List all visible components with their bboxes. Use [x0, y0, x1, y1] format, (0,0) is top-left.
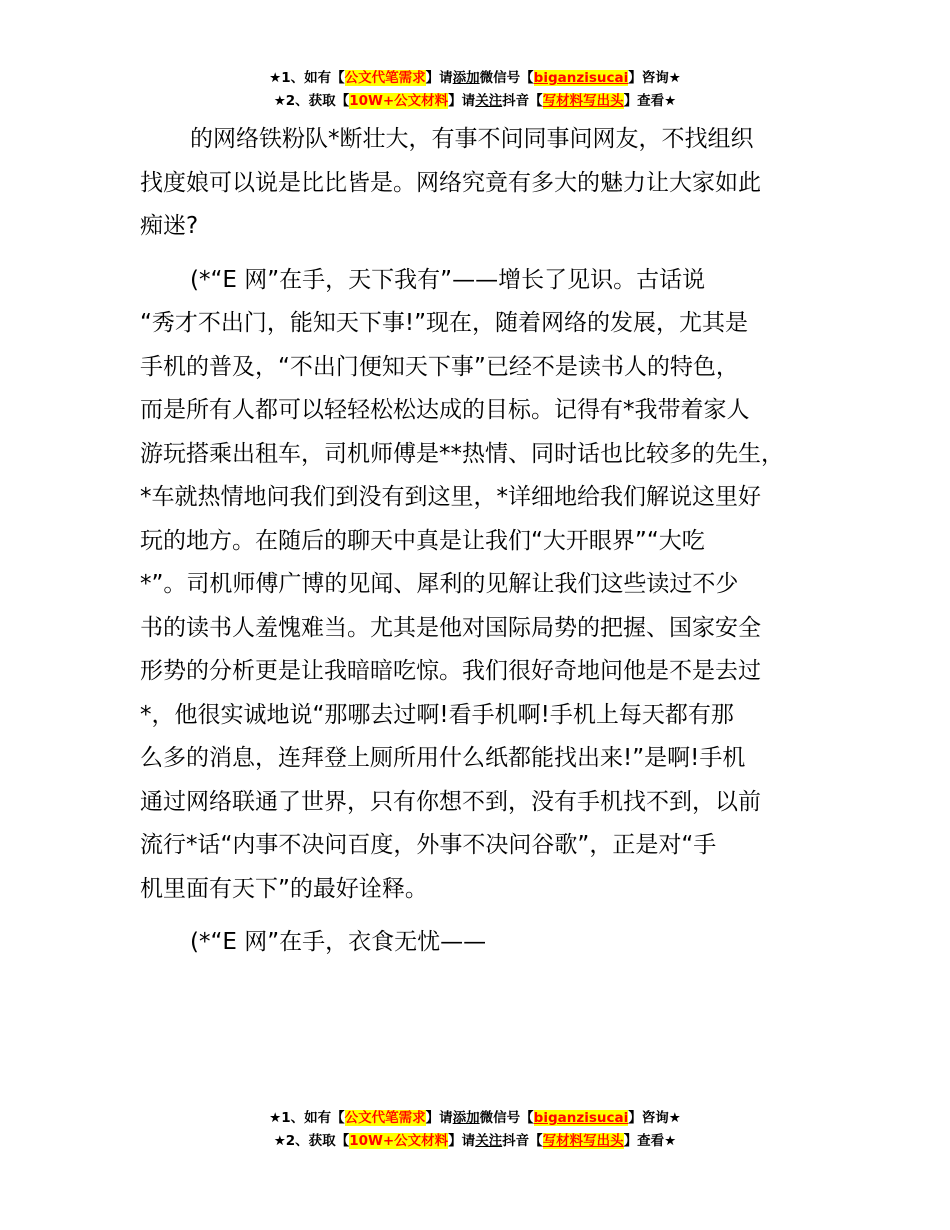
highlight-service: 公文代笔需求	[344, 70, 426, 86]
banner-text: ★2、获取【	[273, 1133, 350, 1149]
body-line: 玩的地方。在随后的聊天中真是让我们“大开眼界”“大吃	[140, 527, 705, 554]
header-banner	[0, 67, 950, 113]
body-line: 的网络铁粉队*断壮大，有事不问同事问网友，不找组织	[190, 126, 754, 152]
highlight-douyin-account: 写材料写出头	[542, 1133, 624, 1149]
body-line: 通过网络联通了世界，只有你想不到，没有手机找不到，以前	[140, 788, 761, 815]
banner-text: 抖音【	[502, 93, 543, 109]
banner-text-underlined: 关注	[475, 93, 503, 109]
body-line: 痴迷?	[140, 213, 199, 239]
highlight-materials: 10W+公文材料	[349, 1133, 449, 1149]
banner-text: 】查看★	[623, 1133, 677, 1149]
banner-text: 】请	[425, 1110, 453, 1126]
banner-text: 微信号【	[479, 1110, 534, 1126]
banner-text-underlined: 添加	[452, 70, 480, 86]
banner-text: ★2、获取【	[273, 93, 350, 109]
banner-text: 】查看★	[623, 93, 677, 109]
footer-banner	[0, 1107, 950, 1153]
body-line: 形势的分析更是让我暗暗吃惊。我们很好奇地问他是不是去过	[140, 658, 761, 684]
body-line: 流行*话“内事不决问百度，外事不决问谷歌”，正是对“手	[140, 832, 717, 858]
banner-text: ★1、如有【	[269, 70, 345, 86]
body-line: 而是所有人都可以轻轻松松达成的目标。记得有*我带着家人	[140, 397, 750, 423]
banner-text: 】咨询★	[628, 1110, 681, 1126]
body-line: *车就热情地问我们到没有到这里，*详细地给我们解说这里好	[140, 484, 761, 510]
body-line: 机里面有天下”的最好诠释。	[140, 875, 428, 902]
banner-text: 抖音【	[502, 1133, 543, 1149]
banner-text: 微信号【	[479, 70, 534, 86]
body-line: 游玩搭乘出租车，司机师傅是**热情、同时话也比较多的先生，	[140, 440, 784, 467]
body-line: (*“E 网”在手，天下我有”——增长了见识。古话说	[190, 266, 706, 293]
highlight-service: 公文代笔需求	[344, 1110, 426, 1126]
banner-text: 】咨询★	[628, 70, 681, 86]
body-line: 么多的消息，连拜登上厕所用什么纸都能找出来!”是啊!手机	[140, 745, 746, 771]
highlight-wechat-id: biganzisucai	[533, 70, 629, 86]
banner-line-1	[0, 67, 950, 90]
document-body	[140, 118, 840, 965]
banner-text-underlined: 关注	[475, 1133, 503, 1149]
body-line: 书的读书人羞愧难当。尤其是他对国际局势的把握、国家安全	[140, 614, 761, 641]
banner-text: 】请	[425, 70, 453, 86]
highlight-wechat-id: biganzisucai	[533, 1110, 629, 1126]
banner-text: 】请	[448, 93, 476, 109]
banner-line-1	[0, 1107, 950, 1130]
body-line: *，他很实诚地说“那哪去过啊!看手机啊!手机上每天都有那	[140, 701, 734, 728]
body-line: (*“E 网”在手，衣食无忧——	[190, 929, 487, 955]
banner-text: 】请	[448, 1133, 476, 1149]
body-line: “秀才不出门，能知天下事!”现在，随着网络的发展，尤其是	[140, 310, 749, 336]
banner-text: ★1、如有【	[269, 1110, 345, 1126]
banner-text-underlined: 添加	[452, 1110, 480, 1126]
body-line: 找度娘可以说是比比皆是。网络究竟有多大的魅力让大家如此	[140, 169, 761, 196]
highlight-materials: 10W+公文材料	[349, 93, 449, 109]
highlight-douyin-account: 写材料写出头	[542, 93, 624, 109]
body-line: 手机的普及，“不出门便知天下事”已经不是读书人的特色，	[140, 353, 739, 380]
banner-line-2	[0, 1130, 950, 1153]
banner-line-2	[0, 90, 950, 113]
body-line: *”。司机师傅广博的见闻、犀利的见解让我们这些读过不少	[140, 571, 739, 597]
